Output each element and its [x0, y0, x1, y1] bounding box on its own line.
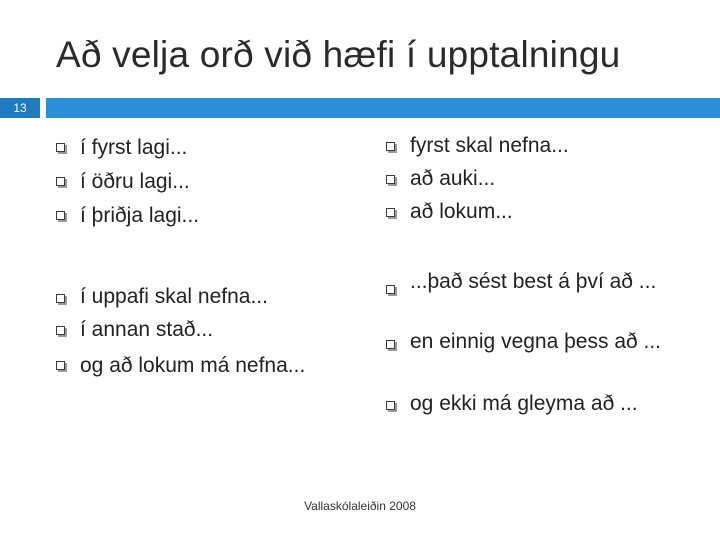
slide-footer: Vallaskólaleiðin 2008 [304, 499, 416, 513]
right-item-4: ...það sést best á því að ... [410, 270, 657, 293]
square-bullet-icon [386, 285, 395, 294]
right-item-2: að auki... [410, 167, 496, 190]
left-item-1: í fyrst lagi... [80, 136, 188, 159]
right-item-5: en einnig vegna þess að ... [410, 330, 662, 353]
right-item-3: að lokum... [410, 200, 513, 223]
square-bullet-icon [56, 177, 65, 186]
square-bullet-icon [56, 326, 65, 335]
right-item-6: og ekki má gleyma að ... [410, 392, 638, 415]
square-bullet-icon [56, 211, 65, 220]
square-bullet-icon [56, 361, 65, 370]
left-item-5: í annan stað... [80, 318, 214, 341]
left-item-2: í öðru lagi... [80, 170, 190, 193]
square-bullet-icon [386, 142, 395, 151]
square-bullet-icon [386, 175, 395, 184]
square-bullet-icon [56, 294, 65, 303]
right-item-1: fyrst skal nefna... [410, 134, 569, 157]
left-item-6: og að lokum má nefna... [80, 354, 306, 377]
title-rule [46, 98, 720, 118]
square-bullet-icon [56, 143, 65, 152]
square-bullet-icon [386, 340, 395, 349]
left-item-4: í uppafi skal nefna... [80, 285, 268, 308]
slide-number: 13 [0, 98, 40, 118]
slide-title: Að velja orð við hæfi í upptalningu [56, 34, 621, 75]
square-bullet-icon [386, 208, 395, 217]
left-item-3: í þriðja lagi... [80, 204, 200, 227]
square-bullet-icon [386, 401, 395, 410]
